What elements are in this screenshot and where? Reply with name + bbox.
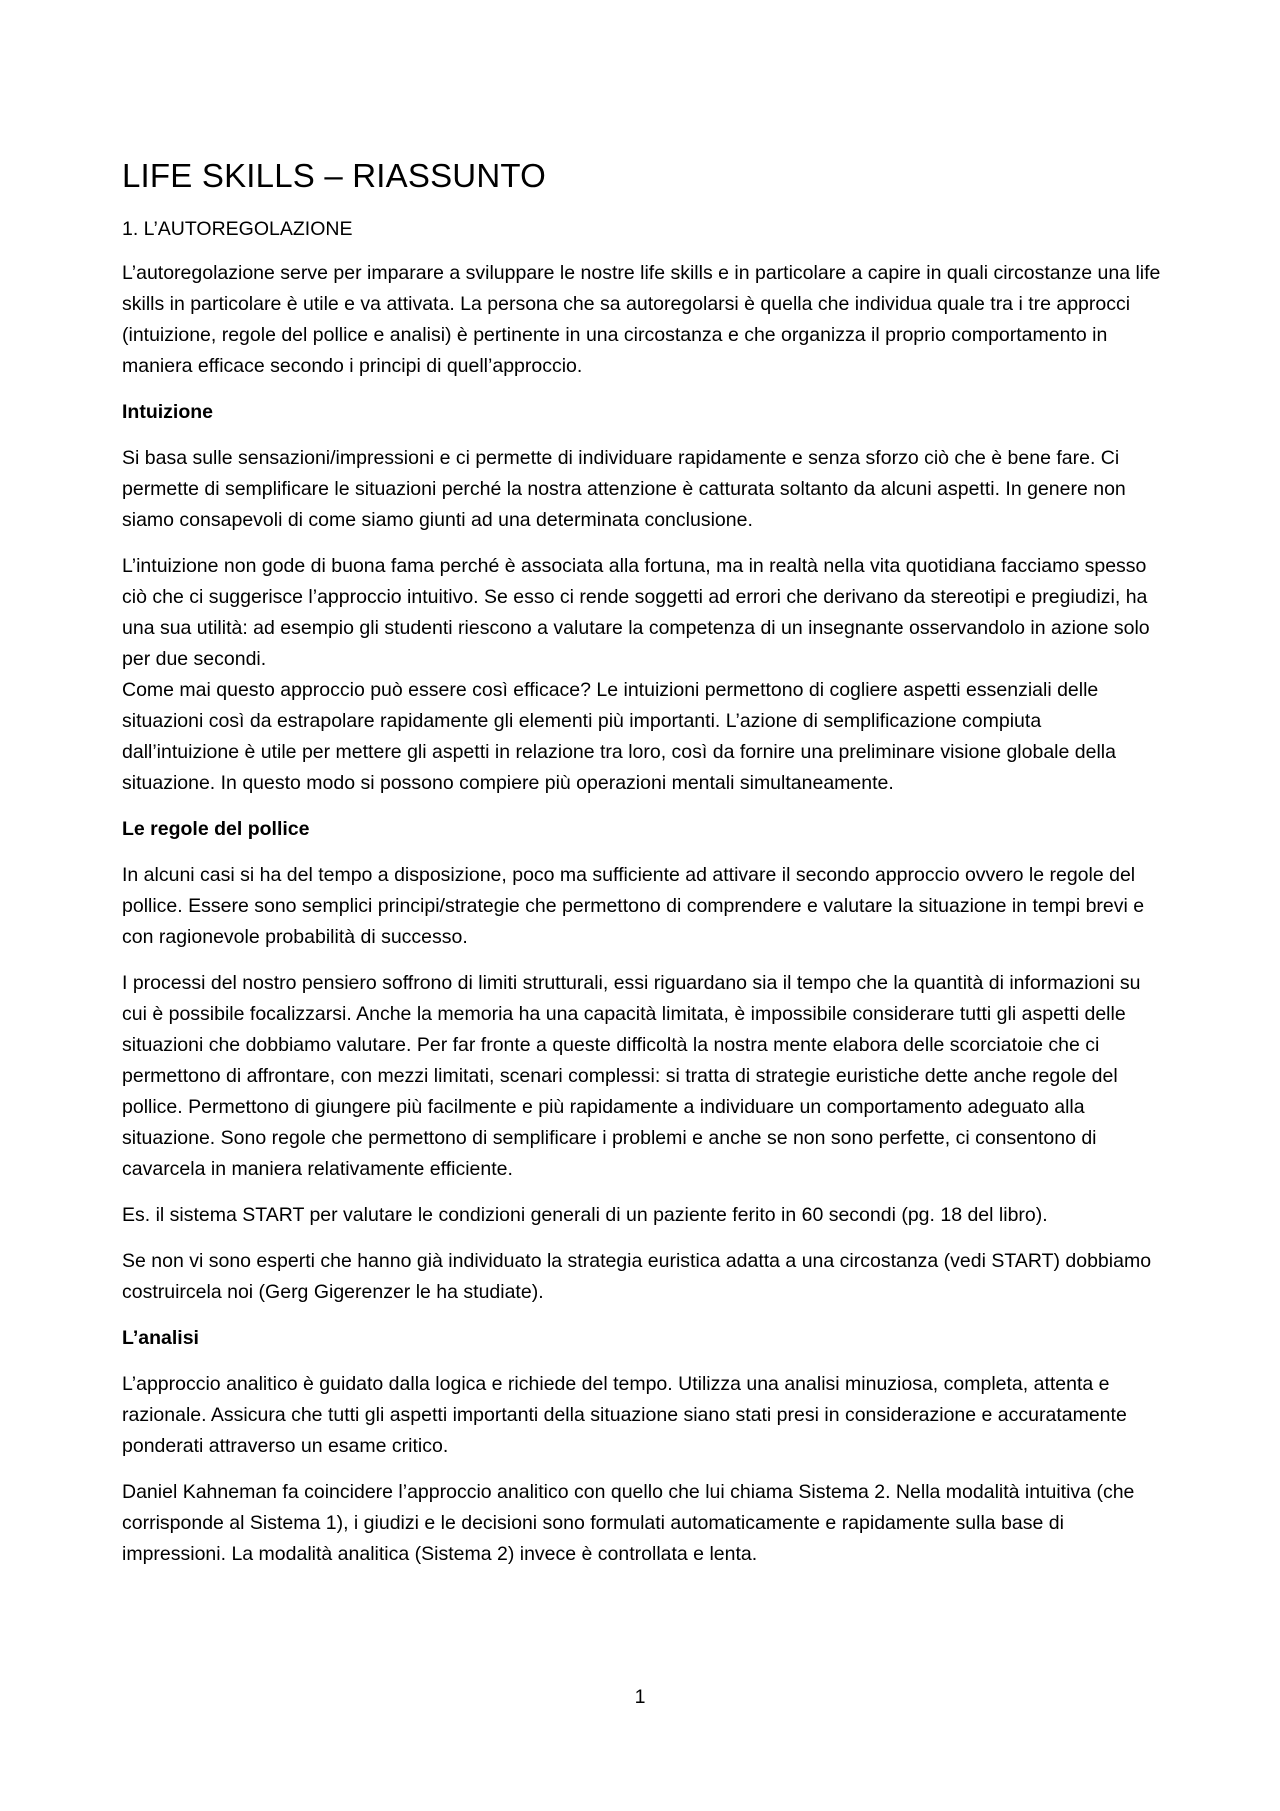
intuizione-paragraph-3: Come mai questo approccio può essere così efficace? Le intuizioni permettono di cogliere aspetti essenziali delle situazioni così da estrapolare rapidamente gli elementi più importanti. L’azione di semplificazione compiuta dall’intuizione è utile per mettere gli aspetti in relazione tra loro, così da fornire una preliminare visione globale della situazione. In questo modo si possono compiere più operazioni mentali simultaneamente. (122, 679, 1116, 795)
intro-paragraph: L’autoregolazione serve per imparare a sviluppare le nostre life skills e in particolare a capire in quali circostanze una life skills in particolare è utile e va attivata. La persona che sa autoregolarsi è quella che individua quale tra i tre approcci (intuizione, regole del pollice e analisi) è pertinente in una circostanza e che organizza il proprio comportamento in maniera efficace secondo i principi di quell’approccio. (122, 262, 1161, 378)
document-title: LIFE SKILLS – RIASSUNTO (122, 157, 546, 194)
page-number: 1 (634, 1686, 646, 1708)
intuizione-paragraph-1: Si basa sulle sensazioni/impressioni e ci permette di individuare rapidamente e senza sforzo ciò che è bene fare. Ci permette di semplificare le situazioni perché la nostra attenzione è catturata soltanto da alcuni aspetti. In genere non siamo consapevoli di come siamo giunti ad una determinata conclusione. (122, 447, 1126, 532)
subheading-intuizione: Intuizione (122, 401, 213, 424)
section-heading: 1. L’AUTOREGOLAZIONE (122, 218, 353, 241)
regole-paragraph-1: In alcuni casi si ha del tempo a disposizione, poco ma sufficiente ad attivare il secondo approccio ovvero le regole del pollice. Essere sono semplici principi/strategie che permettono di comprendere e valutare la situazione in tempi brevi e con ragionevole probabilità di successo. (122, 864, 1145, 949)
regole-paragraph-2: I processi del nostro pensiero soffrono di limiti strutturali, essi riguardano sia il tempo che la quantità di informazioni su cui è possibile focalizzarsi. Anche la memoria ha una capacità limitata, è impossibile considerare tutti gli aspetti delle situazioni che dobbiamo valutare. Per far fronte a queste difficoltà la nostra mente elabora delle scorciatoie che ci permettono di affrontare, con mezzi limitati, scenari complessi: si tratta di strategie euristiche dette anche regole del pollice. Permettono di giungere più facilmente e più rapidamente a individuare un comportamento adeguato alla situazione. Sono regole che permettono di semplificare i problemi e anche se non sono perfette, ci consentono di cavarcela in maniera relativamente efficiente. (122, 972, 1141, 1181)
subheading-analisi: L’analisi (122, 1327, 199, 1350)
document-body (122, 155, 1162, 1585)
analisi-paragraph-1: L’approccio analitico è guidato dalla logica e richiede del tempo. Utilizza una analisi minuziosa, completa, attenta e razionale. Assicura che tutti gli aspetti importanti della situazione siano stati presi in considerazione e accuratamente ponderati attraverso un esame critico. (122, 1373, 1127, 1458)
analisi-paragraph-2: Daniel Kahneman fa coincidere l’approccio analitico con quello che lui chiama Sistema 2. Nella modalità intuitiva (che corrisponde al Sistema 1), i giudizi e le decisioni sono formulati automaticamente e rapidamente sulla base di impressioni. La modalità analitica (Sistema 2) invece è controllata e lenta. (122, 1481, 1135, 1566)
regole-paragraph-3: Es. il sistema START per valutare le condizioni generali di un paziente ferito in 60 secondi (pg. 18 del libro). (122, 1204, 1048, 1227)
intuizione-paragraph-2: L’intuizione non gode di buona fama perché è associata alla fortuna, ma in realtà nella vita quotidiana facciamo spesso ciò che ci suggerisce l’approccio intuitivo. Se esso ci rende soggetti ad errori che derivano da stereotipi e pregiudizi, ha una sua utilità: ad esempio gli studenti riescono a valutare la competenza di un insegnante osservandolo in azione solo per due secondi. (122, 555, 1150, 671)
regole-paragraph-4: Se non vi sono esperti che hanno già individuato la strategia euristica adatta a una circostanza (vedi START) dobbiamo costruircela noi (Gerg Gigerenzer le ha studiate). (122, 1250, 1152, 1304)
subheading-regole-del-pollice: Le regole del pollice (122, 818, 310, 841)
